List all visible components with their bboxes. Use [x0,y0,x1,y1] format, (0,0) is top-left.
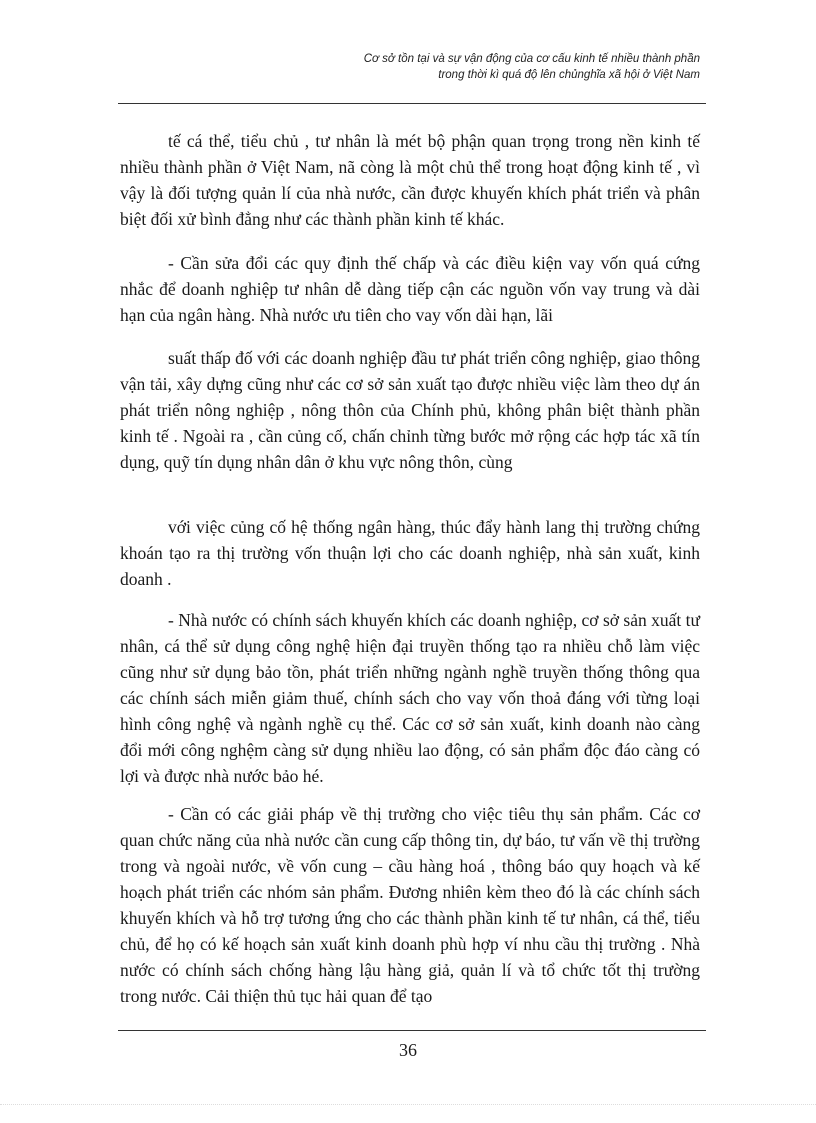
paragraph-1: tế cá thể, tiểu chủ , tư nhân là mét bộ phận quan trọng trong nền kinh tế nhiều thành phần ở Việt Nam, nã còng là một chủ thể trong hoạt động kinh tế , vì vậy là đối tượng quản lí của nhà nước, cần được khuyến khích phát triển và phân biệt đối xử bình đẳng như các thành phần kinh tế khác. [120,131,700,229]
paragraph-5: - Nhà nước có chính sách khuyến khích các doanh nghiệp, cơ sở sản xuất tư nhân, cá thể sử dụng công nghệ hiện đại truyền thống tạo ra nhiều chỗ làm việc cũng như sử dụng bảo tồn, phát triển những ngành nghề truyền thống thông qua các chính sách miễn giảm thuế, chính sách cho vay vốn thoả đáng với từng loại hình công nghệ và ngành nghề cụ thể. Các cơ sở sản xuất, kinh doanh nào càng đổi mới công nghệm càng sử dụng nhiều lao động, có sản phẩm độc đáo càng có lợi và được nhà nước bảo hé. [120,610,700,786]
paragraph-6: - Cần có các giải pháp về thị trường cho việc tiêu thụ sản phẩm. Các cơ quan chức năng của nhà nước cần cung cấp thông tin, dự báo, tư vấn về thị trường trong và ngoài nước, về vốn cung – cầu hàng hoá , thông báo quy hoạch và kế hoạch phát triển các nhóm sản phẩm. Đương nhiên kèm theo đó là các chính sách khuyến khích và hỗ trợ tương ứng cho các thành phần kinh tế tư nhân, cá thể, tiểu chủ, để họ có kế hoạch sản xuất kinh doanh phù hợp ví nhu cầu thị trường . Nhà nước có chính sách chống hàng lậu hàng giả, quản lí và tổ chức tốt thị trường trong nước. Cải thiện thủ tục hải quan để tạo [120,804,700,1006]
header-line-1: Cơ sở tồn tại và sự vận động của cơ cấu kinh tế nhiều thành phần [363,53,700,65]
page-number: 36 [399,1040,417,1060]
header-rule [118,103,706,104]
running-header [140,51,700,83]
paragraph-4: với việc củng cố hệ thống ngân hàng, thúc đẩy hành lang thị trường chứng khoán tạo ra thị trường vốn thuận lợi cho các doanh nghiệp, nhà sản xuất, kinh doanh . [120,517,700,589]
paragraph-3: suất thấp đố với các doanh nghiệp đầu tư phát triển công nghiệp, giao thông vận tải, xây dựng cũng như các cơ sở sản xuất tạo được nhiều việc làm theo dự án phát triển nông nghiệp , nông thôn của Chính phủ, không phân biệt thành phần kinh tế . Ngoài ra , cần củng cố, chấn chỉnh từng bước mở rộng các hợp tác xã tín dụng, quỹ tín dụng nhân dân ở khu vực nông thôn, cùng [120,348,700,472]
footer-rule [118,1030,706,1031]
paragraph-2: - Cần sửa đổi các quy định thế chấp và các điều kiện vay vốn quá cứng nhắc để doanh nghiệp tư nhân dễ dàng tiếp cận các nguồn vốn vay trung và dài hạn của ngân hàng. Nhà nước ưu tiên cho vay vốn dài hạn, lãi [120,253,700,325]
page-edge [0,1104,816,1106]
header-line-2: trong thời kì quá độ lên chủnghĩa xã hội ở Việt Nam [438,69,700,81]
